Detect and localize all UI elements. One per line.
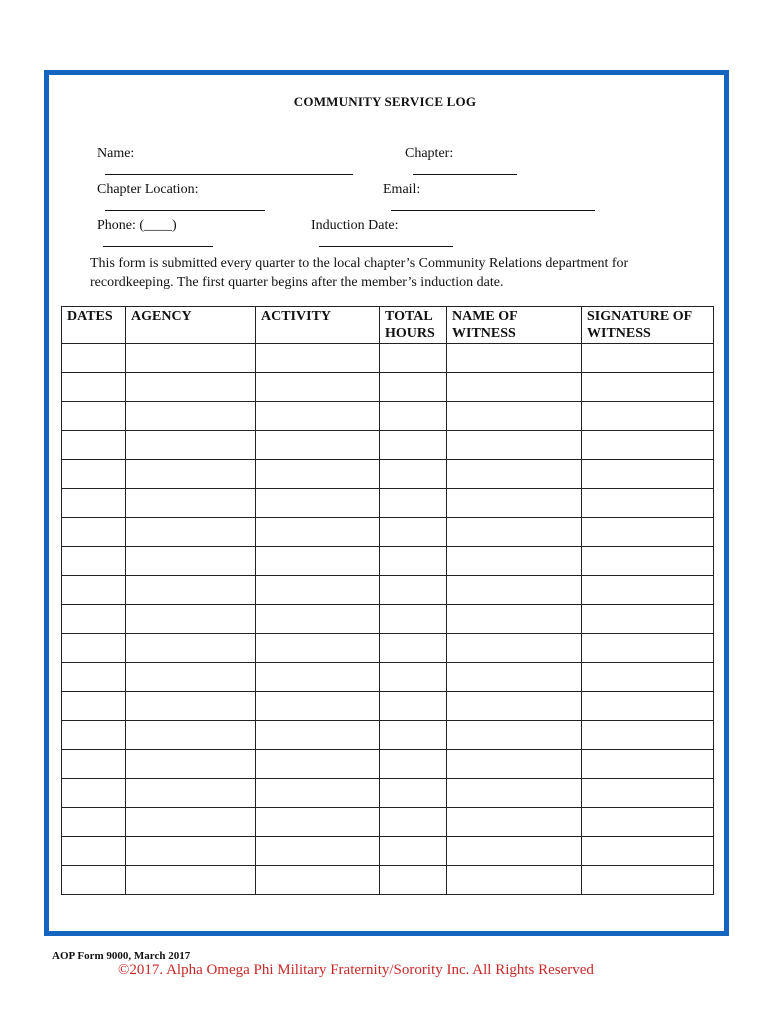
witness-signature-cell[interactable]	[582, 866, 714, 895]
witness-name-cell[interactable]	[447, 373, 582, 402]
name-label: Name:	[97, 146, 135, 161]
witness-signature-cell[interactable]	[582, 576, 714, 605]
chapter-label: Chapter:	[405, 146, 454, 161]
activity-cell[interactable]	[256, 663, 380, 692]
table-row	[62, 547, 714, 576]
dates-cell[interactable]	[62, 605, 126, 634]
dates-cell[interactable]	[62, 431, 126, 460]
induction-date-field-row	[304, 202, 453, 252]
dates-cell[interactable]	[62, 750, 126, 779]
copyright-notice: ©2017. Alpha Omega Phi Military Fraternity/Sorority Inc. All Rights Reserved	[118, 962, 594, 978]
total-hours-header: TOTAL HOURS	[380, 307, 447, 344]
witness-signature-cell[interactable]	[582, 808, 714, 837]
total-hours-cell[interactable]	[380, 692, 447, 721]
witness-name-cell[interactable]	[447, 518, 582, 547]
witness-signature-cell[interactable]	[582, 460, 714, 489]
agency-cell[interactable]	[126, 605, 256, 634]
phone-field-row	[90, 202, 213, 252]
table-row	[62, 576, 714, 605]
activity-cell[interactable]	[256, 518, 380, 547]
table-row	[62, 866, 714, 895]
total-hours-cell[interactable]	[380, 344, 447, 373]
activity-cell[interactable]	[256, 808, 380, 837]
total-hours-cell[interactable]	[380, 431, 447, 460]
witness-name-cell[interactable]	[447, 808, 582, 837]
agency-cell[interactable]	[126, 402, 256, 431]
table-body	[62, 344, 714, 895]
dates-cell[interactable]	[62, 518, 126, 547]
agency-cell[interactable]	[126, 460, 256, 489]
agency-cell[interactable]	[126, 837, 256, 866]
witness-signature-cell[interactable]	[582, 431, 714, 460]
dates-cell[interactable]	[62, 373, 126, 402]
agency-cell[interactable]	[126, 576, 256, 605]
form-identifier: AOP Form 9000, March 2017	[52, 950, 191, 962]
dates-cell[interactable]	[62, 344, 126, 373]
dates-cell[interactable]	[62, 692, 126, 721]
witness-name-cell[interactable]	[447, 779, 582, 808]
activity-cell[interactable]	[256, 837, 380, 866]
form-title: COMMUNITY SERVICE LOG	[293, 94, 477, 109]
dates-cell[interactable]	[62, 866, 126, 895]
witness-name-cell[interactable]	[447, 721, 582, 750]
dates-cell[interactable]	[62, 721, 126, 750]
table-header-row	[62, 307, 714, 344]
agency-header: AGENCY	[126, 307, 256, 344]
witness-signature-cell[interactable]	[582, 837, 714, 866]
activity-header: ACTIVITY	[256, 307, 380, 344]
table-row	[62, 634, 714, 663]
activity-cell[interactable]	[256, 402, 380, 431]
table-row	[62, 837, 714, 866]
email-label: Email:	[383, 182, 421, 197]
dates-cell[interactable]	[62, 547, 126, 576]
witness-signature-cell[interactable]	[582, 344, 714, 373]
activity-cell[interactable]	[256, 721, 380, 750]
total-hours-cell[interactable]	[380, 489, 447, 518]
witness-signature-cell[interactable]	[582, 634, 714, 663]
total-hours-cell[interactable]	[380, 576, 447, 605]
activity-cell[interactable]	[256, 779, 380, 808]
witness-name-cell[interactable]	[447, 402, 582, 431]
agency-cell[interactable]	[126, 634, 256, 663]
agency-cell[interactable]	[126, 779, 256, 808]
witness-signature-cell[interactable]	[582, 489, 714, 518]
activity-cell[interactable]	[256, 373, 380, 402]
activity-cell[interactable]	[256, 489, 380, 518]
witness-name-cell[interactable]	[447, 605, 582, 634]
activity-cell[interactable]	[256, 866, 380, 895]
signature-of-witness-header: SIGNATURE OF WITNESS	[582, 307, 714, 344]
total-hours-cell[interactable]	[380, 808, 447, 837]
total-hours-cell[interactable]	[380, 866, 447, 895]
witness-name-cell[interactable]	[447, 344, 582, 373]
agency-cell[interactable]	[126, 721, 256, 750]
table-row	[62, 779, 714, 808]
dates-cell[interactable]	[62, 779, 126, 808]
dates-cell[interactable]	[62, 460, 126, 489]
total-hours-cell[interactable]	[380, 779, 447, 808]
total-hours-cell[interactable]	[380, 663, 447, 692]
witness-name-cell[interactable]	[447, 750, 582, 779]
witness-signature-cell[interactable]	[582, 779, 714, 808]
table-row	[62, 402, 714, 431]
witness-name-cell[interactable]	[447, 634, 582, 663]
witness-name-cell[interactable]	[447, 837, 582, 866]
total-hours-cell[interactable]	[380, 837, 447, 866]
witness-name-cell[interactable]	[447, 692, 582, 721]
agency-cell[interactable]	[126, 518, 256, 547]
activity-cell[interactable]	[256, 605, 380, 634]
induction-date-input-line[interactable]	[319, 234, 453, 247]
table-row	[62, 663, 714, 692]
total-hours-cell[interactable]	[380, 634, 447, 663]
phone-label: Phone: (____)	[97, 218, 177, 233]
witness-signature-cell[interactable]	[582, 402, 714, 431]
total-hours-cell[interactable]	[380, 460, 447, 489]
agency-cell[interactable]	[126, 663, 256, 692]
table-row	[62, 721, 714, 750]
chapter-location-label: Chapter Location:	[97, 182, 199, 197]
total-hours-cell[interactable]	[380, 605, 447, 634]
activity-cell[interactable]	[256, 344, 380, 373]
dates-cell[interactable]	[62, 402, 126, 431]
witness-name-cell[interactable]	[447, 431, 582, 460]
service-log-table	[61, 306, 714, 895]
agency-cell[interactable]	[126, 344, 256, 373]
witness-signature-cell[interactable]	[582, 750, 714, 779]
witness-signature-cell[interactable]	[582, 373, 714, 402]
agency-cell[interactable]	[126, 431, 256, 460]
induction-date-label: Induction Date:	[311, 218, 399, 233]
witness-signature-cell[interactable]	[582, 721, 714, 750]
dates-cell[interactable]	[62, 576, 126, 605]
dates-cell[interactable]	[62, 634, 126, 663]
total-hours-cell[interactable]	[380, 402, 447, 431]
phone-input-line[interactable]	[103, 234, 213, 247]
witness-name-cell[interactable]	[447, 489, 582, 518]
witness-signature-cell[interactable]	[582, 547, 714, 576]
table-row	[62, 808, 714, 837]
activity-cell[interactable]	[256, 634, 380, 663]
table-row	[62, 750, 714, 779]
agency-cell[interactable]	[126, 750, 256, 779]
submission-notice: This form is submitted every quarter to the local chapter’s Community Relations department for recordkeeping. The first quarter begins after the member’s induction date.	[90, 256, 629, 290]
agency-cell[interactable]	[126, 489, 256, 518]
dates-cell[interactable]	[62, 837, 126, 866]
agency-cell[interactable]	[126, 547, 256, 576]
activity-cell[interactable]	[256, 547, 380, 576]
witness-name-cell[interactable]	[447, 460, 582, 489]
activity-cell[interactable]	[256, 692, 380, 721]
total-hours-cell[interactable]	[380, 547, 447, 576]
witness-name-cell[interactable]	[447, 866, 582, 895]
witness-signature-cell[interactable]	[582, 692, 714, 721]
dates-cell[interactable]	[62, 663, 126, 692]
witness-name-cell[interactable]	[447, 663, 582, 692]
witness-signature-cell[interactable]	[582, 605, 714, 634]
agency-cell[interactable]	[126, 866, 256, 895]
table-row	[62, 692, 714, 721]
activity-cell[interactable]	[256, 431, 380, 460]
dates-header: DATES	[62, 307, 126, 344]
total-hours-cell[interactable]	[380, 721, 447, 750]
dates-cell[interactable]	[62, 489, 126, 518]
total-hours-cell[interactable]	[380, 750, 447, 779]
activity-cell[interactable]	[256, 576, 380, 605]
witness-signature-cell[interactable]	[582, 518, 714, 547]
table-row	[62, 344, 714, 373]
agency-cell[interactable]	[126, 692, 256, 721]
table-row	[62, 605, 714, 634]
name-of-witness-header: NAME OF WITNESS	[447, 307, 582, 344]
activity-cell[interactable]	[256, 750, 380, 779]
table-row	[62, 373, 714, 402]
total-hours-cell[interactable]	[380, 373, 447, 402]
agency-cell[interactable]	[126, 373, 256, 402]
table-row	[62, 431, 714, 460]
activity-cell[interactable]	[256, 460, 380, 489]
dates-cell[interactable]	[62, 808, 126, 837]
witness-signature-cell[interactable]	[582, 663, 714, 692]
witness-name-cell[interactable]	[447, 576, 582, 605]
table-row	[62, 489, 714, 518]
witness-name-cell[interactable]	[447, 547, 582, 576]
total-hours-cell[interactable]	[380, 518, 447, 547]
agency-cell[interactable]	[126, 808, 256, 837]
table-row	[62, 460, 714, 489]
table-row	[62, 518, 714, 547]
